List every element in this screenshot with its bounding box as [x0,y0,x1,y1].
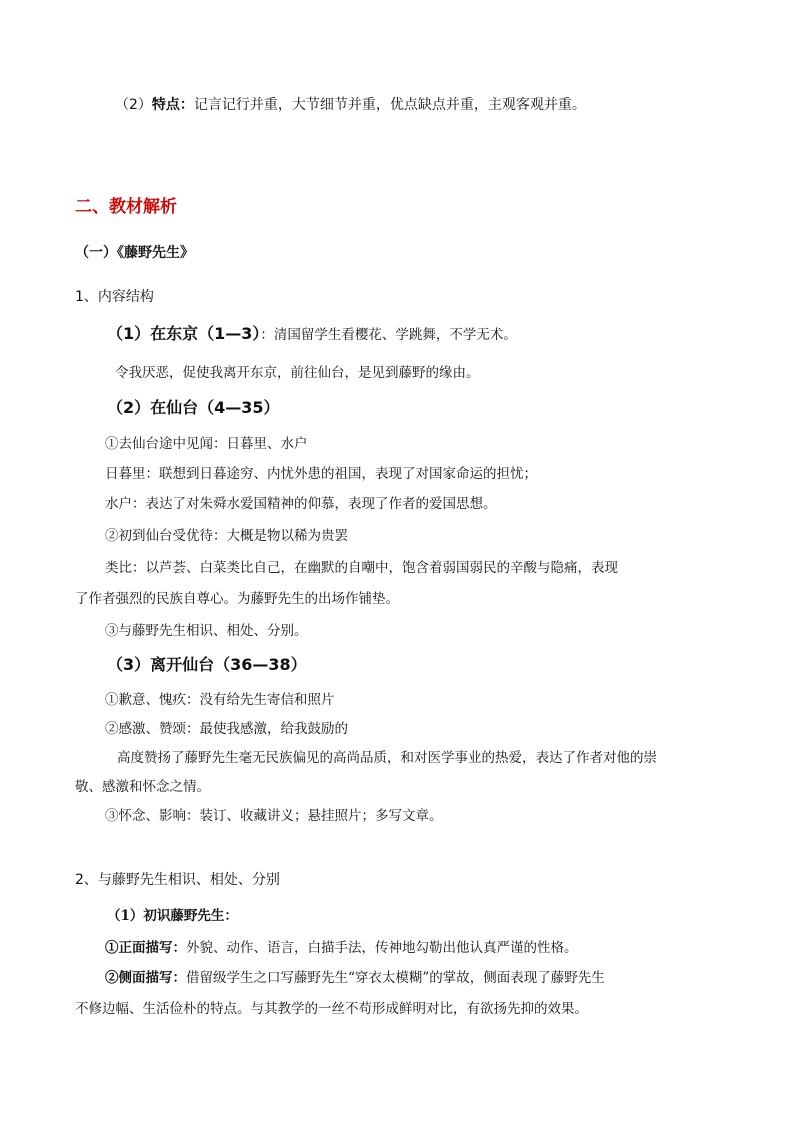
part3-item1: ①歉意、愧疚：没有给先生寄信和照片 [105,692,335,708]
part2-title: （2）在仙台（4—35） [107,398,280,417]
part2-item2-b: 了作者强烈的民族自尊心。为藤野先生的出场作铺垫。 [75,591,399,607]
part2-item2-a: 类比：以芦荟、白菜类比自己，在幽默的自嘲中，饱含着弱国弱民的辛酸与隐痛，表现 [105,560,618,576]
meeting-item2 [105,968,605,988]
part3-para-b: 敬、感激和怀念之情。 [75,779,210,795]
features-text: 记言记行并重，大节细节并重，优点缺点并重，主观客观并重。 [193,97,586,113]
meeting-heading: 2、与藤野先生相识、相处、分别 [75,872,280,888]
part1-title: （1）在东京（1—3） [107,324,261,343]
part3-item3: ③怀念、影响：装订、收藏讲义；悬挂照片；多写文章。 [105,808,443,824]
section-title: 二、教材解析 [75,197,177,217]
features-label: 特点： [151,97,194,113]
meeting-item2-label: ②侧面描写： [105,970,186,986]
meeting-item2-cont: 不修边幅、生活俭朴的特点。与其教学的一丝不苟形成鲜明对比，有欲扬先抑的效果。 [75,1001,588,1017]
part3-item2: ②感激、赞颂：最使我感激，给我鼓励的 [105,721,348,737]
part2-item2: ②初到仙台受优待：大概是物以稀为贵罢 [105,528,348,544]
part2-item1-b: 水户：表达了对朱舜水爱国精神的仰慕，表现了作者的爱国思想。 [105,496,497,512]
features-line [115,95,586,115]
part1-line [107,324,517,345]
part2-item1: ①去仙台途中见闻：日暮里、水户 [105,436,308,452]
part3-para-a: 高度赞扬了藤野先生毫无民族偏见的高尚品质，和对医学事业的热爱，表达了作者对他的崇 [117,750,657,766]
meeting-item2-text: 借留级学生之口写藤野先生“穿衣太模糊”的掌故，侧面表现了藤野先生 [186,970,605,986]
features-num: （2） [115,97,152,113]
meeting-sub1: （1）初识藤野先生： [107,908,238,924]
part1-line2: 令我厌恶，促使我离开东京，前往仙台，是见到藤野的缘由。 [115,365,480,381]
part2-item3: ③与藤野先生相识、相处、分别。 [105,623,308,639]
part3-title: （3）离开仙台（36—38） [107,655,307,674]
meeting-item1-label: ①正面描写： [105,940,186,956]
subsection-title: （一）《藤野先生》 [75,245,194,261]
meeting-item1 [105,938,578,958]
content-structure-heading: 1、内容结构 [75,289,154,305]
meeting-item1-text: 外貌、动作、语言，白描手法，传神地勾勒出他认真严谨的性格。 [186,940,578,956]
part2-item1-a: 日暮里：联想到日暮途穷、内忧外患的祖国，表现了对国家命运的担忧； [105,466,537,482]
part1-desc: ：清国留学生看樱花、学跳舞，不学无术。 [260,327,517,343]
